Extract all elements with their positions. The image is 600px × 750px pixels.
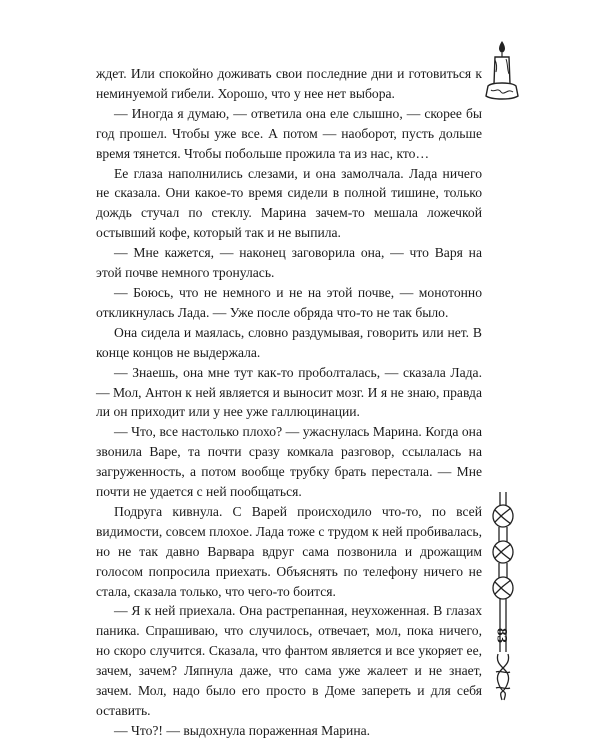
paragraph: ждет. Или спокойно доживать свои последние дни и готовиться к неминуемой гибели. Хорошо, что у нее нет выбора. [96, 66, 482, 101]
body-text [96, 64, 482, 741]
paragraph: — Что, все настолько плохо? — ужаснулась Марина. Когда она звонила Варе, та почти сразу комкала разговор, ссылалась на загруженность, а потом вообще трубку брать перестала. — Мне почти не удается с ней пообщаться. [96, 424, 482, 500]
paragraph: — Я к ней приехала. Она растрепанная, неухоженная. В глазах паника. Спрашиваю, что случилось, отвечает, мол, пока ничего, но скоро случится. Сказала, что фантом является и все укоряет ее, зачем, зачем? Ляпнула даже, что сама уже жалеет и не знает, зачем. Мол, надо было его просто в Доме запереть и для себя оставить. [96, 603, 482, 718]
paragraph: Она сидела и маялась, словно раздумывая, говорить или нет. В конце концов не выдержала. [96, 324, 482, 360]
paragraph: — Знаешь, она мне тут как-то проболталась, — сказала Лада. — Мол, Антон к ней является и выносит мозг. И я не знаю, правда ли он приходит или у нее уже галлюцинации. [96, 364, 482, 420]
paragraph: — Иногда я думаю, — ответила она еле слышно, — скорее бы год прошел. Чтобы уже все. А потом — наоборот, пусть дольше время тянется. Чтобы побольше прожила та из нас, кто… [96, 105, 482, 161]
candle-icon [482, 38, 522, 102]
paragraph: Ее глаза наполнились слезами, и она замолчала. Лада ничего не сказала. Они какое-то время сидели в полной тишине, только дождь стучал по стеклу. Марина зачем-то мешала ложечкой остывший кофе, который так и не выпила. [96, 165, 482, 241]
paragraph: — Что?! — выдохнула пораженная Марина. [114, 722, 371, 738]
paragraph: — Боюсь, что не немного и не на этой почве, — монотонно откликнулась Лада. — Уже после обряда что-то не так было. [96, 284, 482, 320]
rope-ornament-icon [488, 492, 518, 708]
paragraph: Подруга кивнула. С Варей происходило что-то, по всей видимости, совсем плохое. Лада тоже с трудом к ней пробивалась, но не так давно Варвара вдруг сама позвонила и дрожащим голосом попросила приехать. Объяснять по телефону ничего не стала, сказала только, что чего-то боится. [96, 503, 482, 599]
paragraph: — Мне кажется, — наконец заговорила она, — что Варя на этой почве немного тронулась. [96, 245, 482, 281]
page-number: 83 [493, 628, 510, 643]
